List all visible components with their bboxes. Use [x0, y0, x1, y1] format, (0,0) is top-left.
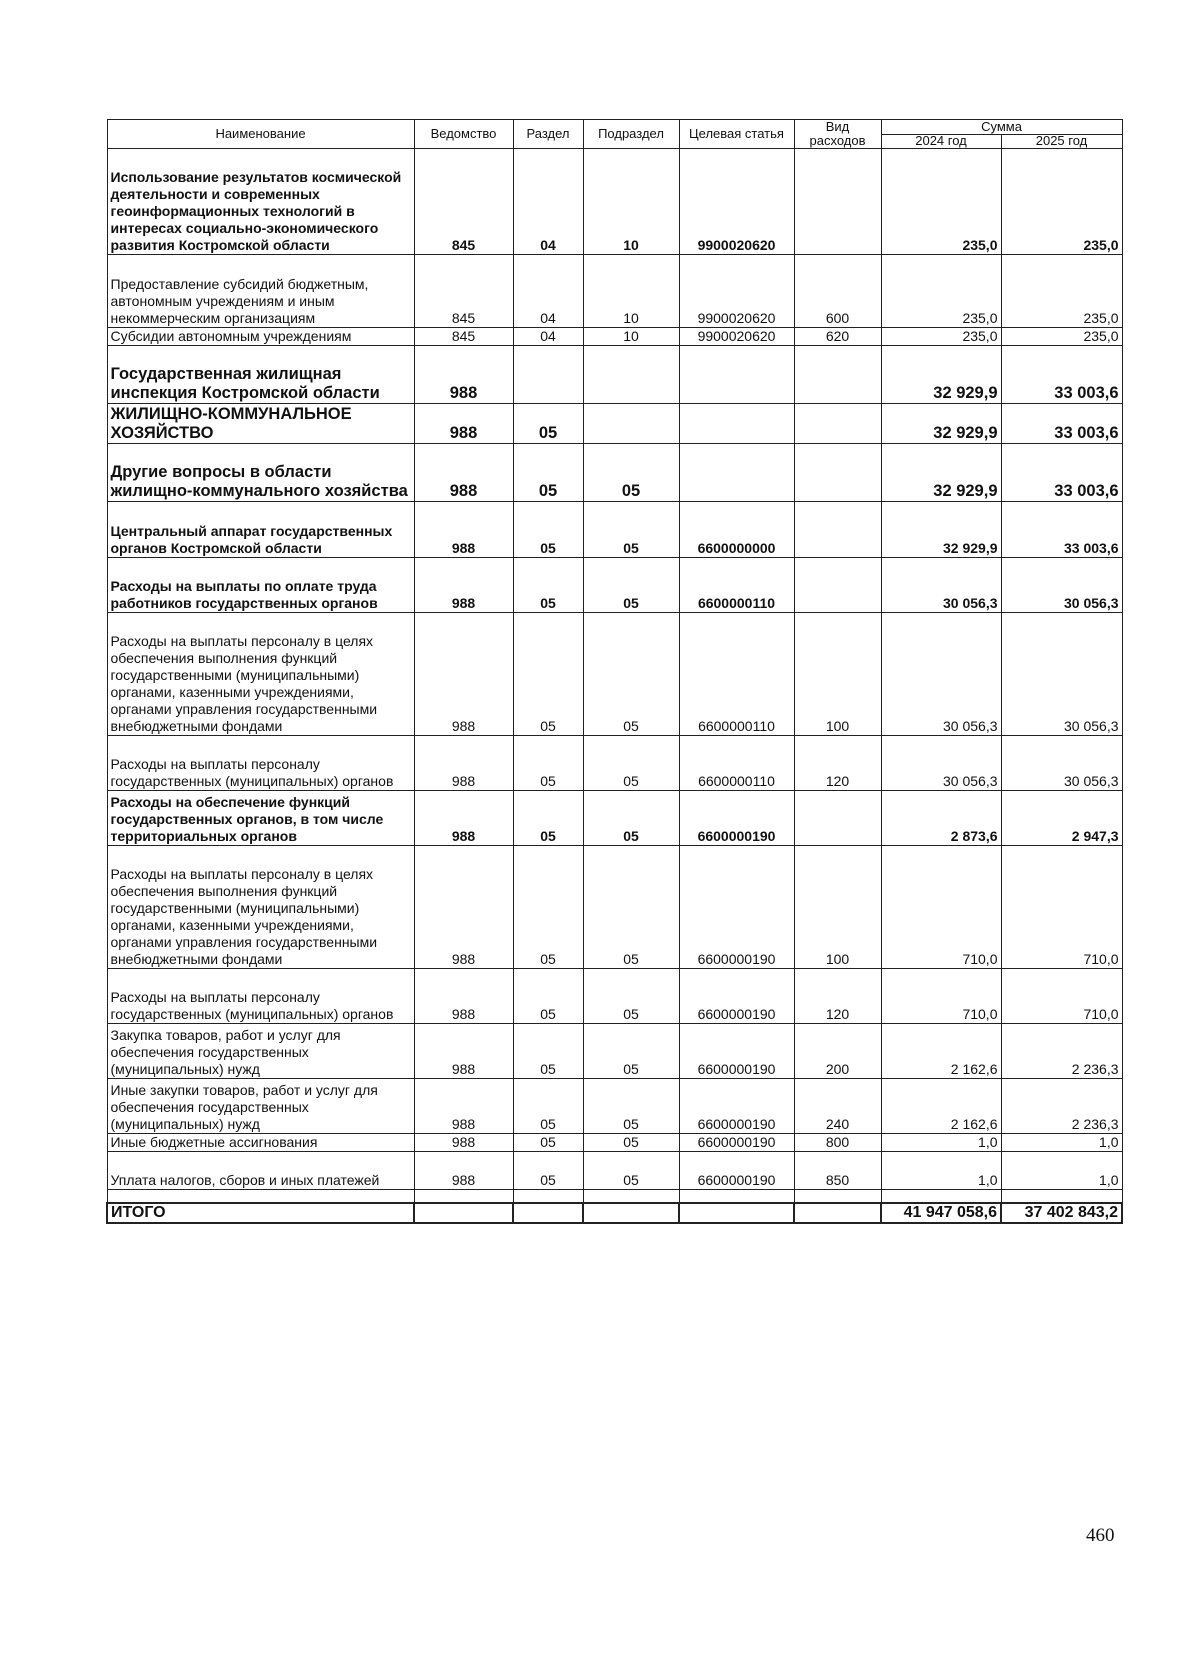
row-vedomstvo: 988	[414, 346, 513, 404]
row-name: ЖИЛИЩНО-КОММУНАЛЬНОЕ ХОЗЯЙСТВО	[107, 404, 414, 444]
row-vedomstvo: 988	[414, 1134, 513, 1152]
row-celevaya-statya: 6600000190	[679, 791, 794, 846]
row-name: Субсидии автономным учреждениям	[107, 328, 414, 346]
row-vid-rashodov	[794, 502, 881, 558]
row-sum-2025: 30 056,3	[1001, 613, 1122, 736]
row-sum-2024: 710,0	[881, 969, 1001, 1024]
row-podrazdel: 05	[583, 1152, 679, 1190]
table-row	[107, 846, 1122, 969]
row-vid-rashodov: 200	[794, 1024, 881, 1079]
row-vedomstvo: 988	[414, 404, 513, 444]
row-celevaya-statya: 6600000190	[679, 1079, 794, 1134]
row-name: Центральный аппарат государственных органов Костромской области	[107, 502, 414, 558]
row-sum-2024: 32 929,9	[881, 404, 1001, 444]
row-sum-2024: 710,0	[881, 846, 1001, 969]
row-podrazdel: 05	[583, 502, 679, 558]
total-empty	[583, 1203, 679, 1223]
header-row	[107, 120, 1122, 135]
row-celevaya-statya: 9900020620	[679, 328, 794, 346]
row-vid-rashodov	[794, 149, 881, 255]
row-razdel: 05	[513, 404, 583, 444]
row-vid-rashodov: 120	[794, 736, 881, 791]
row-podrazdel: 05	[583, 558, 679, 613]
total-sum-2025: 37 402 843,2	[1001, 1203, 1122, 1223]
row-razdel: 05	[513, 444, 583, 502]
row-vedomstvo: 845	[414, 149, 513, 255]
col-header-vedomstvo: Ведомство	[414, 120, 513, 149]
row-name: Другие вопросы в области жилищно-коммунального хозяйства	[107, 444, 414, 502]
row-vedomstvo: 988	[414, 969, 513, 1024]
row-celevaya-statya: 6600000190	[679, 969, 794, 1024]
row-sum-2024: 2 873,6	[881, 791, 1001, 846]
total-empty	[679, 1203, 794, 1223]
row-name: Иные закупки товаров, работ и услуг для обеспечения государственных (муниципальных) нужд	[107, 1079, 414, 1134]
row-vedomstvo: 845	[414, 328, 513, 346]
row-podrazdel	[583, 404, 679, 444]
row-sum-2024: 2 162,6	[881, 1079, 1001, 1134]
spacer-cell	[414, 1190, 513, 1204]
col-header-razdel: Раздел	[513, 120, 583, 149]
row-name: Расходы на выплаты персоналу государственных (муниципальных) органов	[107, 736, 414, 791]
row-name: Использование результатов космической деятельности и современных геоинформационных технологий в интересах социально-экономического развития Костромской области	[107, 149, 414, 255]
row-razdel: 04	[513, 255, 583, 328]
row-sum-2025: 33 003,6	[1001, 444, 1122, 502]
spacer-cell	[513, 1190, 583, 1204]
col-header-2024: 2024 год	[881, 134, 1001, 149]
row-name: Закупка товаров, работ и услуг для обеспечения государственных (муниципальных) нужд	[107, 1024, 414, 1079]
col-header-celevaya-statya: Целевая статья	[679, 120, 794, 149]
row-razdel: 04	[513, 328, 583, 346]
row-vedomstvo: 988	[414, 613, 513, 736]
row-podrazdel: 05	[583, 791, 679, 846]
row-razdel: 05	[513, 846, 583, 969]
row-sum-2025: 235,0	[1001, 328, 1122, 346]
table-row	[107, 558, 1122, 613]
spacer-cell	[794, 1190, 881, 1204]
row-vid-rashodov	[794, 346, 881, 404]
row-name: Расходы на выплаты персоналу государственных (муниципальных) органов	[107, 969, 414, 1024]
row-name: Предоставление субсидий бюджетным, автономным учреждениям и иным некоммерческим организациям	[107, 255, 414, 328]
row-sum-2025: 2 236,3	[1001, 1024, 1122, 1079]
row-celevaya-statya	[679, 346, 794, 404]
spacer-row	[107, 1190, 1122, 1204]
row-razdel: 05	[513, 1024, 583, 1079]
row-sum-2025: 30 056,3	[1001, 736, 1122, 791]
total-empty	[513, 1203, 583, 1223]
row-sum-2024: 32 929,9	[881, 444, 1001, 502]
row-celevaya-statya: 9900020620	[679, 255, 794, 328]
row-vid-rashodov: 240	[794, 1079, 881, 1134]
row-vid-rashodov	[794, 404, 881, 444]
table-row	[107, 502, 1122, 558]
row-vedomstvo: 988	[414, 502, 513, 558]
row-name: Расходы на выплаты персоналу в целях обеспечения выполнения функций государственными (муниципальными) органами, казенными учреждениями, органами управления государственными внебюджетными фондами	[107, 846, 414, 969]
col-header-podrazdel: Подраздел	[583, 120, 679, 149]
row-podrazdel: 05	[583, 613, 679, 736]
row-sum-2025: 2 947,3	[1001, 791, 1122, 846]
row-razdel	[513, 346, 583, 404]
row-name: Уплата налогов, сборов и иных платежей	[107, 1152, 414, 1190]
table-row	[107, 255, 1122, 328]
total-label: ИТОГО	[107, 1203, 414, 1223]
row-celevaya-statya	[679, 404, 794, 444]
row-vedomstvo: 988	[414, 846, 513, 969]
row-name: Государственная жилищная инспекция Костромской области	[107, 346, 414, 404]
table-row	[107, 1134, 1122, 1152]
row-celevaya-statya: 6600000190	[679, 1152, 794, 1190]
row-sum-2024: 30 056,3	[881, 558, 1001, 613]
row-vid-rashodov	[794, 444, 881, 502]
row-sum-2025: 33 003,6	[1001, 404, 1122, 444]
row-sum-2024: 32 929,9	[881, 502, 1001, 558]
spacer-cell	[679, 1190, 794, 1204]
row-celevaya-statya: 6600000190	[679, 1024, 794, 1079]
row-sum-2024: 235,0	[881, 255, 1001, 328]
table-row	[107, 328, 1122, 346]
col-header-name: Наименование	[107, 120, 414, 149]
row-podrazdel: 05	[583, 1079, 679, 1134]
table-row	[107, 1152, 1122, 1190]
col-header-summa: Сумма	[881, 120, 1122, 135]
row-celevaya-statya: 6600000110	[679, 558, 794, 613]
row-vid-rashodov	[794, 791, 881, 846]
row-podrazdel: 05	[583, 846, 679, 969]
row-sum-2025: 33 003,6	[1001, 346, 1122, 404]
row-celevaya-statya: 6600000110	[679, 736, 794, 791]
row-vedomstvo: 988	[414, 736, 513, 791]
row-vedomstvo: 988	[414, 444, 513, 502]
row-podrazdel: 10	[583, 328, 679, 346]
row-sum-2025: 235,0	[1001, 255, 1122, 328]
page-number: 460	[1086, 1525, 1115, 1546]
row-sum-2024: 30 056,3	[881, 613, 1001, 736]
table-row	[107, 346, 1122, 404]
row-vedomstvo: 988	[414, 558, 513, 613]
row-podrazdel: 05	[583, 444, 679, 502]
total-empty	[794, 1203, 881, 1223]
row-sum-2024: 1,0	[881, 1134, 1001, 1152]
row-vedomstvo: 988	[414, 791, 513, 846]
row-celevaya-statya	[679, 444, 794, 502]
col-header-vid-rashodov: Вид расходов	[794, 120, 881, 149]
row-razdel: 05	[513, 558, 583, 613]
row-celevaya-statya: 9900020620	[679, 149, 794, 255]
row-sum-2024: 2 162,6	[881, 1024, 1001, 1079]
row-name: Расходы на обеспечение функций государственных органов, в том числе территориальных органов	[107, 791, 414, 846]
row-vid-rashodov: 100	[794, 846, 881, 969]
row-sum-2024: 30 056,3	[881, 736, 1001, 791]
row-sum-2025: 30 056,3	[1001, 558, 1122, 613]
row-name: Расходы на выплаты персоналу в целях обеспечения выполнения функций государственными (муниципальными) органами, казенными учреждениями, органами управления государственными внебюджетными фондами	[107, 613, 414, 736]
row-sum-2024: 32 929,9	[881, 346, 1001, 404]
row-razdel: 05	[513, 613, 583, 736]
row-sum-2025: 1,0	[1001, 1152, 1122, 1190]
row-sum-2025: 2 236,3	[1001, 1079, 1122, 1134]
row-podrazdel: 05	[583, 1024, 679, 1079]
row-podrazdel: 05	[583, 1134, 679, 1152]
row-name: Расходы на выплаты по оплате труда работников государственных органов	[107, 558, 414, 613]
row-podrazdel: 05	[583, 969, 679, 1024]
row-celevaya-statya: 6600000190	[679, 846, 794, 969]
row-celevaya-statya: 6600000110	[679, 613, 794, 736]
row-vedomstvo: 988	[414, 1152, 513, 1190]
row-podrazdel	[583, 346, 679, 404]
row-razdel: 05	[513, 1134, 583, 1152]
row-sum-2025: 235,0	[1001, 149, 1122, 255]
table-row	[107, 404, 1122, 444]
table-body	[107, 149, 1122, 1224]
row-sum-2024: 1,0	[881, 1152, 1001, 1190]
row-vid-rashodov	[794, 558, 881, 613]
row-razdel: 05	[513, 1152, 583, 1190]
row-vid-rashodov: 850	[794, 1152, 881, 1190]
row-vid-rashodov: 100	[794, 613, 881, 736]
total-sum-2024: 41 947 058,6	[881, 1203, 1001, 1223]
row-celevaya-statya: 6600000000	[679, 502, 794, 558]
row-razdel: 05	[513, 502, 583, 558]
row-sum-2024: 235,0	[881, 149, 1001, 255]
row-razdel: 05	[513, 1079, 583, 1134]
table-row	[107, 969, 1122, 1024]
row-razdel: 05	[513, 791, 583, 846]
table-row	[107, 613, 1122, 736]
row-vid-rashodov: 120	[794, 969, 881, 1024]
row-vid-rashodov: 800	[794, 1134, 881, 1152]
row-vid-rashodov: 600	[794, 255, 881, 328]
row-podrazdel: 05	[583, 736, 679, 791]
spacer-cell	[583, 1190, 679, 1204]
row-sum-2025: 710,0	[1001, 969, 1122, 1024]
total-empty	[414, 1203, 513, 1223]
row-razdel: 05	[513, 969, 583, 1024]
row-sum-2025: 1,0	[1001, 1134, 1122, 1152]
col-header-2025: 2025 год	[1001, 134, 1122, 149]
table-row	[107, 1024, 1122, 1079]
total-row	[107, 1203, 1122, 1223]
row-podrazdel: 10	[583, 149, 679, 255]
table-row	[107, 444, 1122, 502]
table-row	[107, 736, 1122, 791]
row-vedomstvo: 845	[414, 255, 513, 328]
row-podrazdel: 10	[583, 255, 679, 328]
spacer-cell	[107, 1190, 414, 1204]
row-vid-rashodov: 620	[794, 328, 881, 346]
spacer-cell	[881, 1190, 1001, 1204]
spacer-cell	[1001, 1190, 1122, 1204]
row-razdel: 05	[513, 736, 583, 791]
row-sum-2025: 33 003,6	[1001, 502, 1122, 558]
row-name: Иные бюджетные ассигнования	[107, 1134, 414, 1152]
row-celevaya-statya: 6600000190	[679, 1134, 794, 1152]
table-row	[107, 791, 1122, 846]
row-razdel: 04	[513, 149, 583, 255]
row-sum-2025: 710,0	[1001, 846, 1122, 969]
row-vedomstvo: 988	[414, 1024, 513, 1079]
table-row	[107, 1079, 1122, 1134]
budget-table	[106, 119, 1123, 1224]
table-row	[107, 149, 1122, 255]
row-vedomstvo: 988	[414, 1079, 513, 1134]
row-sum-2024: 235,0	[881, 328, 1001, 346]
